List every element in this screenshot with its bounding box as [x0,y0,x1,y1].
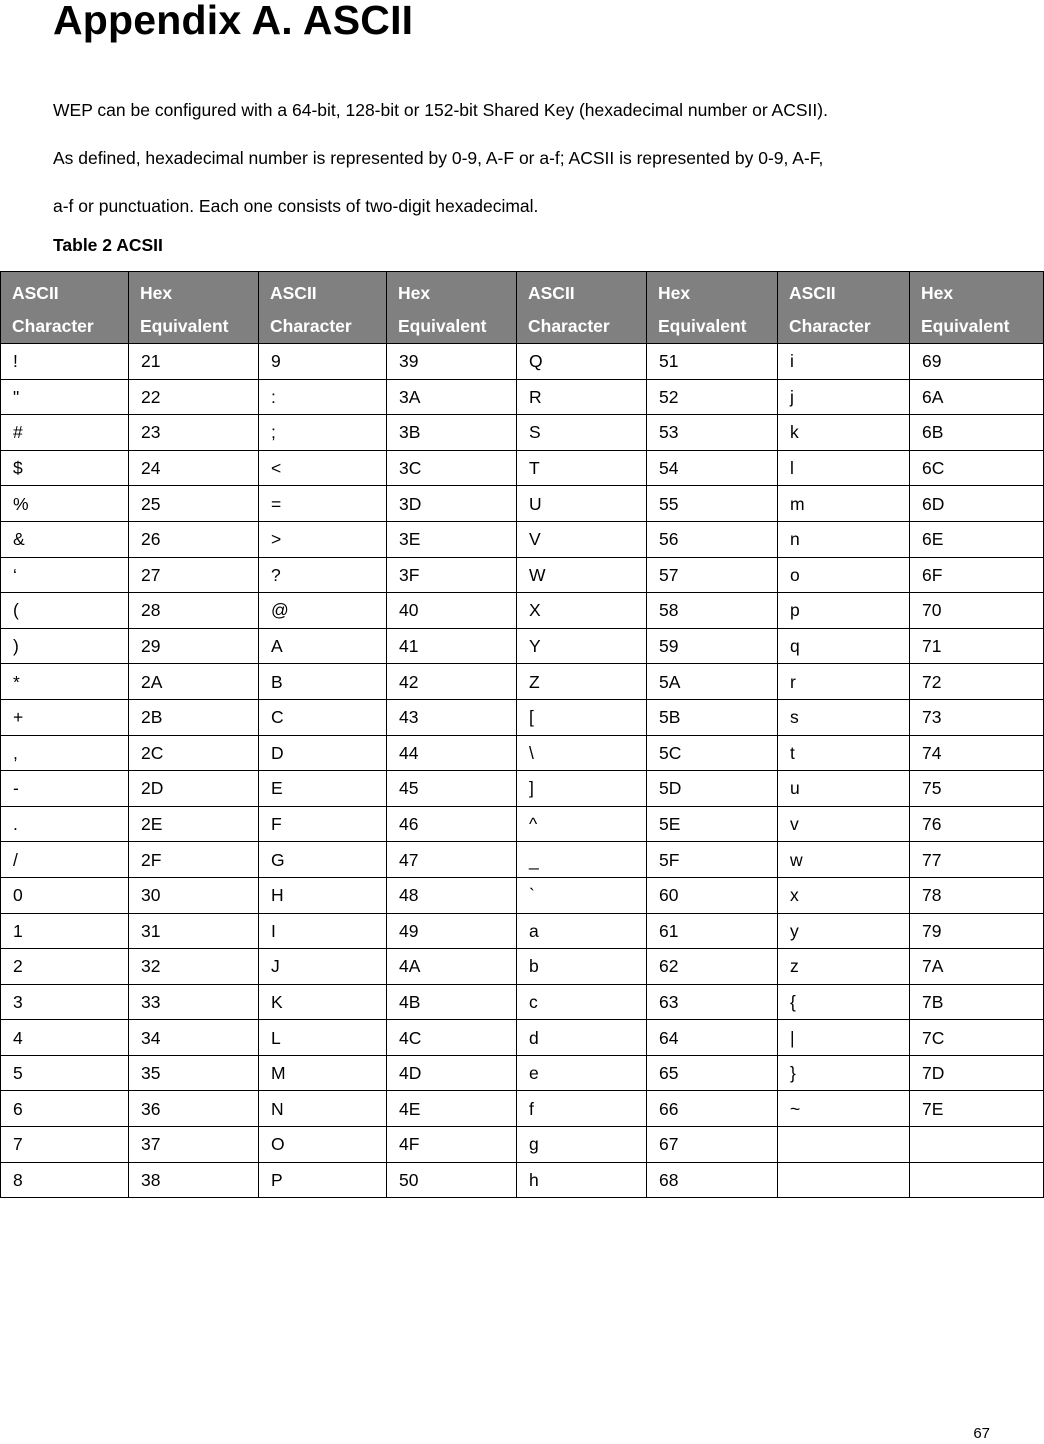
ascii-character-cell: f [517,1091,647,1127]
hex-equivalent-cell: 2A [129,664,259,700]
hex-equivalent-cell: 55 [647,486,778,522]
hex-equivalent-cell: 5A [647,664,778,700]
hex-equivalent-cell: 27 [129,557,259,593]
ascii-character-cell: K [259,984,387,1020]
hex-equivalent-cell: 41 [387,628,517,664]
ascii-character-cell: 9 [259,344,387,380]
hex-equivalent-cell: 4C [387,1020,517,1056]
table-row [1,557,1044,593]
ascii-character-cell: u [778,771,910,807]
ascii-character-cell: + [1,699,129,735]
ascii-character-cell: 7 [1,1127,129,1163]
hex-equivalent-cell: 6C [910,450,1044,486]
table-row [1,486,1044,522]
page-title: Appendix A. ASCII [53,0,414,43]
ascii-character-cell: d [517,1020,647,1056]
ascii-character-cell: v [778,806,910,842]
table-row [1,699,1044,735]
hex-equivalent-cell: 69 [910,344,1044,380]
ascii-character-cell: - [1,771,129,807]
hex-equivalent-cell: 6F [910,557,1044,593]
hex-equivalent-cell: 2C [129,735,259,771]
table-row [1,877,1044,913]
hex-equivalent-cell: 5F [647,842,778,878]
ascii-character-cell: j [778,379,910,415]
ascii-character-cell: g [517,1127,647,1163]
hex-equivalent-cell: 63 [647,984,778,1020]
column-header: Hex Equivalent [129,272,259,344]
hex-equivalent-cell: 58 [647,593,778,629]
hex-equivalent-cell: 42 [387,664,517,700]
ascii-character-cell: k [778,415,910,451]
ascii-character-cell: Z [517,664,647,700]
table-row [1,1055,1044,1091]
hex-equivalent-cell: 71 [910,628,1044,664]
table-row [1,450,1044,486]
ascii-character-cell: 2 [1,949,129,985]
ascii-character-cell: V [517,521,647,557]
ascii-character-cell: % [1,486,129,522]
table-row [1,1091,1044,1127]
hex-equivalent-cell: 40 [387,593,517,629]
hex-equivalent-cell: 75 [910,771,1044,807]
ascii-character-cell: D [259,735,387,771]
hex-equivalent-cell: 30 [129,877,259,913]
hex-equivalent-cell: 59 [647,628,778,664]
ascii-character-cell: | [778,1020,910,1056]
hex-equivalent-cell: 53 [647,415,778,451]
ascii-character-cell: G [259,842,387,878]
table-row [1,984,1044,1020]
table-row [1,1162,1044,1198]
hex-equivalent-cell: 50 [387,1162,517,1198]
hex-equivalent-cell: 72 [910,664,1044,700]
ascii-character-cell: i [778,344,910,380]
hex-equivalent-cell: 73 [910,699,1044,735]
hex-equivalent-cell: 23 [129,415,259,451]
hex-equivalent-cell: 3B [387,415,517,451]
ascii-character-cell: 1 [1,913,129,949]
hex-equivalent-cell: 29 [129,628,259,664]
ascii-character-cell: b [517,949,647,985]
hex-equivalent-cell: 61 [647,913,778,949]
ascii-character-cell: 5 [1,1055,129,1091]
hex-equivalent-cell: 24 [129,450,259,486]
hex-equivalent-cell: 33 [129,984,259,1020]
hex-equivalent-cell: 36 [129,1091,259,1127]
ascii-character-cell: n [778,521,910,557]
hex-equivalent-cell: 7A [910,949,1044,985]
ascii-character-cell: / [1,842,129,878]
hex-equivalent-cell: 28 [129,593,259,629]
hex-equivalent-cell: 39 [387,344,517,380]
table-row [1,521,1044,557]
hex-equivalent-cell: 35 [129,1055,259,1091]
hex-equivalent-cell: 6B [910,415,1044,451]
hex-equivalent-cell: 60 [647,877,778,913]
hex-equivalent-cell: 4E [387,1091,517,1127]
hex-equivalent-cell [910,1127,1044,1163]
table-row [1,593,1044,629]
table-row [1,913,1044,949]
hex-equivalent-cell: 46 [387,806,517,842]
table-row [1,771,1044,807]
ascii-table-body [1,344,1044,1198]
hex-equivalent-cell: 4B [387,984,517,1020]
ascii-character-cell: L [259,1020,387,1056]
hex-equivalent-cell: 6E [910,521,1044,557]
ascii-character-cell: ! [1,344,129,380]
ascii-character-cell: = [259,486,387,522]
hex-equivalent-cell: 2E [129,806,259,842]
ascii-character-cell: a [517,913,647,949]
hex-equivalent-cell: 34 [129,1020,259,1056]
hex-equivalent-cell: 2B [129,699,259,735]
table-row [1,664,1044,700]
table-row [1,842,1044,878]
hex-equivalent-cell: 76 [910,806,1044,842]
ascii-character-cell: & [1,521,129,557]
hex-equivalent-cell: 52 [647,379,778,415]
hex-equivalent-cell: 3E [387,521,517,557]
table-row [1,1020,1044,1056]
ascii-character-cell: M [259,1055,387,1091]
column-header: ASCII Character [259,272,387,344]
hex-equivalent-cell: 26 [129,521,259,557]
intro-line: a-f or punctuation. Each one consists of two-digit hexadecimal. [53,196,539,216]
hex-equivalent-cell: 7E [910,1091,1044,1127]
ascii-character-cell: Q [517,344,647,380]
hex-equivalent-cell: 51 [647,344,778,380]
ascii-character-cell: T [517,450,647,486]
table-row [1,415,1044,451]
hex-equivalent-cell: 3A [387,379,517,415]
hex-equivalent-cell: 68 [647,1162,778,1198]
ascii-character-cell: h [517,1162,647,1198]
hex-equivalent-cell: 49 [387,913,517,949]
ascii-character-cell: X [517,593,647,629]
hex-equivalent-cell: 67 [647,1127,778,1163]
ascii-character-cell: { [778,984,910,1020]
hex-equivalent-cell: 21 [129,344,259,380]
hex-equivalent-cell: 3D [387,486,517,522]
hex-equivalent-cell: 37 [129,1127,259,1163]
column-header: Hex Equivalent [910,272,1044,344]
hex-equivalent-cell: 57 [647,557,778,593]
intro-paragraph [53,86,1013,230]
ascii-character-cell: 4 [1,1020,129,1056]
ascii-character-cell [778,1127,910,1163]
ascii-character-cell: t [778,735,910,771]
hex-equivalent-cell: 2F [129,842,259,878]
hex-equivalent-cell: 54 [647,450,778,486]
ascii-character-cell: , [1,735,129,771]
ascii-character-cell: @ [259,593,387,629]
hex-equivalent-cell: 25 [129,486,259,522]
hex-equivalent-cell: 7B [910,984,1044,1020]
ascii-character-cell: ? [259,557,387,593]
ascii-character-cell: _ [517,842,647,878]
ascii-character-cell: P [259,1162,387,1198]
hex-equivalent-cell: 70 [910,593,1044,629]
hex-equivalent-cell: 56 [647,521,778,557]
table-caption: Table 2 ACSII [53,235,163,255]
hex-equivalent-cell: 5C [647,735,778,771]
ascii-character-cell: Y [517,628,647,664]
ascii-character-cell: ‘ [1,557,129,593]
ascii-character-cell: S [517,415,647,451]
hex-equivalent-cell: 45 [387,771,517,807]
hex-equivalent-cell: 7C [910,1020,1044,1056]
hex-equivalent-cell: 6A [910,379,1044,415]
hex-equivalent-cell: 64 [647,1020,778,1056]
ascii-character-cell: < [259,450,387,486]
ascii-character-cell: ( [1,593,129,629]
hex-equivalent-cell: 4F [387,1127,517,1163]
table-row [1,1127,1044,1163]
intro-line: WEP can be configured with a 64-bit, 128-bit or 152-bit Shared Key (hexadecimal number or ACSII). [53,100,828,120]
hex-equivalent-cell: 22 [129,379,259,415]
column-header: ASCII Character [778,272,910,344]
ascii-character-cell: # [1,415,129,451]
ascii-character-cell: E [259,771,387,807]
ascii-character-cell: l [778,450,910,486]
ascii-character-cell: z [778,949,910,985]
hex-equivalent-cell: 3F [387,557,517,593]
hex-equivalent-cell: 5E [647,806,778,842]
hex-equivalent-cell: 38 [129,1162,259,1198]
ascii-character-cell: e [517,1055,647,1091]
hex-equivalent-cell: 4D [387,1055,517,1091]
ascii-character-cell: \ [517,735,647,771]
ascii-character-cell: " [1,379,129,415]
hex-equivalent-cell: 7D [910,1055,1044,1091]
ascii-character-cell: r [778,664,910,700]
ascii-character-cell: 8 [1,1162,129,1198]
column-header: Hex Equivalent [387,272,517,344]
column-header: ASCII Character [1,272,129,344]
ascii-character-cell: p [778,593,910,629]
ascii-character-cell: ) [1,628,129,664]
ascii-character-cell: ] [517,771,647,807]
table-row [1,379,1044,415]
ascii-character-cell: R [517,379,647,415]
hex-equivalent-cell: 78 [910,877,1044,913]
hex-equivalent-cell: 77 [910,842,1044,878]
hex-equivalent-cell: 6D [910,486,1044,522]
hex-equivalent-cell: 31 [129,913,259,949]
ascii-character-cell: c [517,984,647,1020]
ascii-character-cell: > [259,521,387,557]
hex-equivalent-cell: 48 [387,877,517,913]
ascii-character-cell: N [259,1091,387,1127]
ascii-character-cell: ^ [517,806,647,842]
hex-equivalent-cell: 5B [647,699,778,735]
ascii-character-cell: . [1,806,129,842]
hex-equivalent-cell [910,1162,1044,1198]
hex-equivalent-cell: 44 [387,735,517,771]
ascii-character-cell: I [259,913,387,949]
table-row [1,628,1044,664]
table-row [1,344,1044,380]
ascii-character-cell: 0 [1,877,129,913]
page-number: 67 [973,1425,990,1442]
ascii-character-cell: W [517,557,647,593]
ascii-character-cell: B [259,664,387,700]
ascii-character-cell: U [517,486,647,522]
ascii-character-cell: 3 [1,984,129,1020]
hex-equivalent-cell: 2D [129,771,259,807]
ascii-character-cell: ~ [778,1091,910,1127]
ascii-character-cell: C [259,699,387,735]
hex-equivalent-cell: 5D [647,771,778,807]
ascii-character-cell: J [259,949,387,985]
intro-line: As defined, hexadecimal number is represented by 0-9, A-F or a-f; ACSII is represented by 0-9, A-F, [53,148,824,168]
hex-equivalent-cell: 62 [647,949,778,985]
ascii-character-cell: w [778,842,910,878]
hex-equivalent-cell: 32 [129,949,259,985]
ascii-character-cell: y [778,913,910,949]
ascii-character-cell: O [259,1127,387,1163]
table-header-row [1,272,1044,344]
ascii-character-cell: s [778,699,910,735]
table-row [1,806,1044,842]
hex-equivalent-cell: 4A [387,949,517,985]
hex-equivalent-cell: 43 [387,699,517,735]
column-header: Hex Equivalent [647,272,778,344]
ascii-character-cell [778,1162,910,1198]
ascii-character-cell: : [259,379,387,415]
table-row [1,735,1044,771]
hex-equivalent-cell: 66 [647,1091,778,1127]
ascii-character-cell: 6 [1,1091,129,1127]
ascii-character-cell: m [778,486,910,522]
column-header: ASCII Character [517,272,647,344]
ascii-character-cell: ; [259,415,387,451]
ascii-character-cell: q [778,628,910,664]
ascii-character-cell: A [259,628,387,664]
hex-equivalent-cell: 65 [647,1055,778,1091]
ascii-character-cell: o [778,557,910,593]
ascii-character-cell: H [259,877,387,913]
hex-equivalent-cell: 79 [910,913,1044,949]
ascii-character-cell: F [259,806,387,842]
ascii-character-cell: x [778,877,910,913]
ascii-character-cell: ` [517,877,647,913]
hex-equivalent-cell: 3C [387,450,517,486]
table-row [1,949,1044,985]
ascii-table [0,271,1044,1198]
ascii-character-cell: [ [517,699,647,735]
ascii-character-cell: } [778,1055,910,1091]
ascii-character-cell: * [1,664,129,700]
ascii-character-cell: $ [1,450,129,486]
hex-equivalent-cell: 74 [910,735,1044,771]
hex-equivalent-cell: 47 [387,842,517,878]
